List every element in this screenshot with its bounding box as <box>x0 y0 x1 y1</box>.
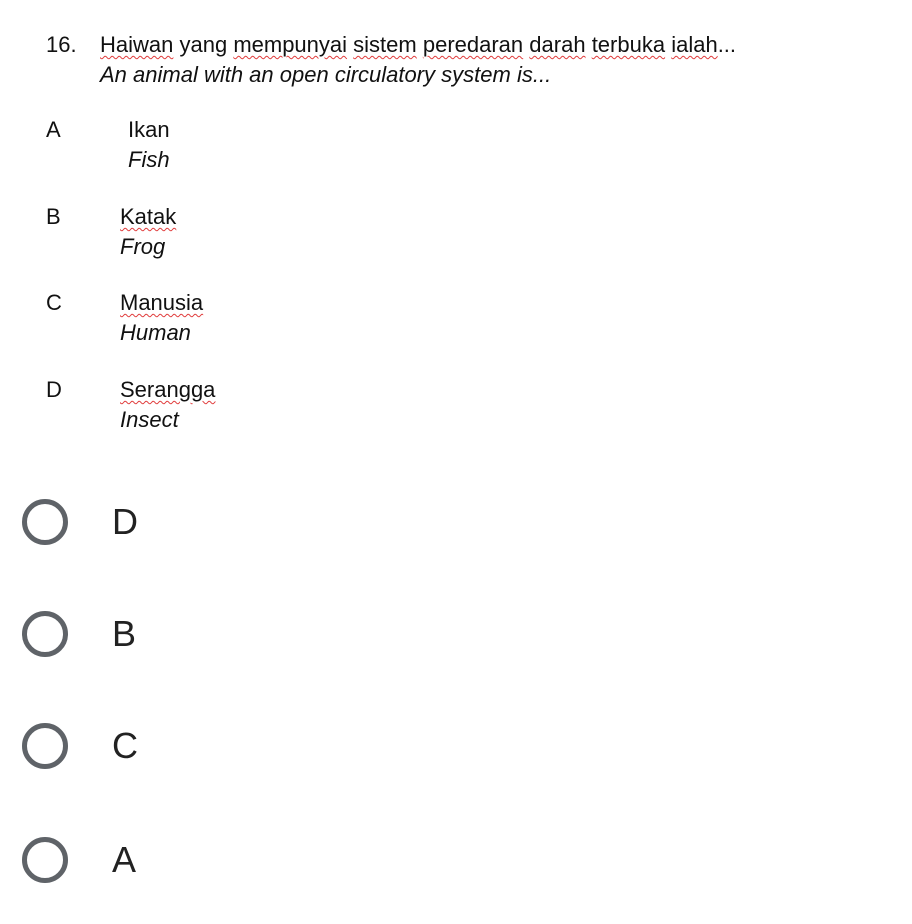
option-c-text-en: Human <box>120 320 191 345</box>
question-word: darah <box>529 32 586 57</box>
option-d-text-en: Insect <box>120 407 179 432</box>
question-word: sistem <box>353 32 417 57</box>
option-c-letter: C <box>46 290 62 315</box>
answer-choice-c[interactable] <box>22 713 442 779</box>
question-word: ... <box>717 32 737 57</box>
option-a-text-en: Fish <box>128 147 170 172</box>
option-a-letter: A <box>46 117 61 142</box>
question-word: peredaran <box>422 32 524 57</box>
option-a-text-ms: Ikan <box>128 117 170 142</box>
answer-choice-label: D <box>112 501 138 542</box>
radio-button-icon[interactable] <box>22 611 68 657</box>
answer-choice-label: C <box>112 725 138 766</box>
option-b-text-ms: Katak <box>120 204 177 229</box>
radio-button-icon[interactable] <box>22 499 68 545</box>
radio-button-icon[interactable] <box>22 723 68 769</box>
question-word: mempunyai <box>233 32 348 57</box>
answer-choice-b[interactable] <box>22 601 442 667</box>
option-d-letter: D <box>46 377 62 402</box>
option-b-text-en: Frog <box>120 234 166 259</box>
option-b-letter: B <box>46 204 61 229</box>
question-word: Haiwan <box>100 32 174 57</box>
answer-choice-label: B <box>112 613 137 654</box>
question-number: 16. <box>46 32 77 57</box>
question-text-ms <box>100 30 736 60</box>
option-c-text-ms: Manusia <box>120 290 204 315</box>
answer-choice-d[interactable] <box>22 489 442 555</box>
question-word: ialah <box>671 32 718 57</box>
question-text-en: An animal with an open circulatory system is... <box>100 62 552 87</box>
question-word: terbuka <box>591 32 666 57</box>
question-word: yang <box>173 32 234 57</box>
answer-choice-label: A <box>112 839 137 880</box>
answer-choice-a[interactable] <box>22 827 442 893</box>
option-d-text-ms: Serangga <box>120 377 216 402</box>
radio-button-icon[interactable] <box>22 837 68 883</box>
